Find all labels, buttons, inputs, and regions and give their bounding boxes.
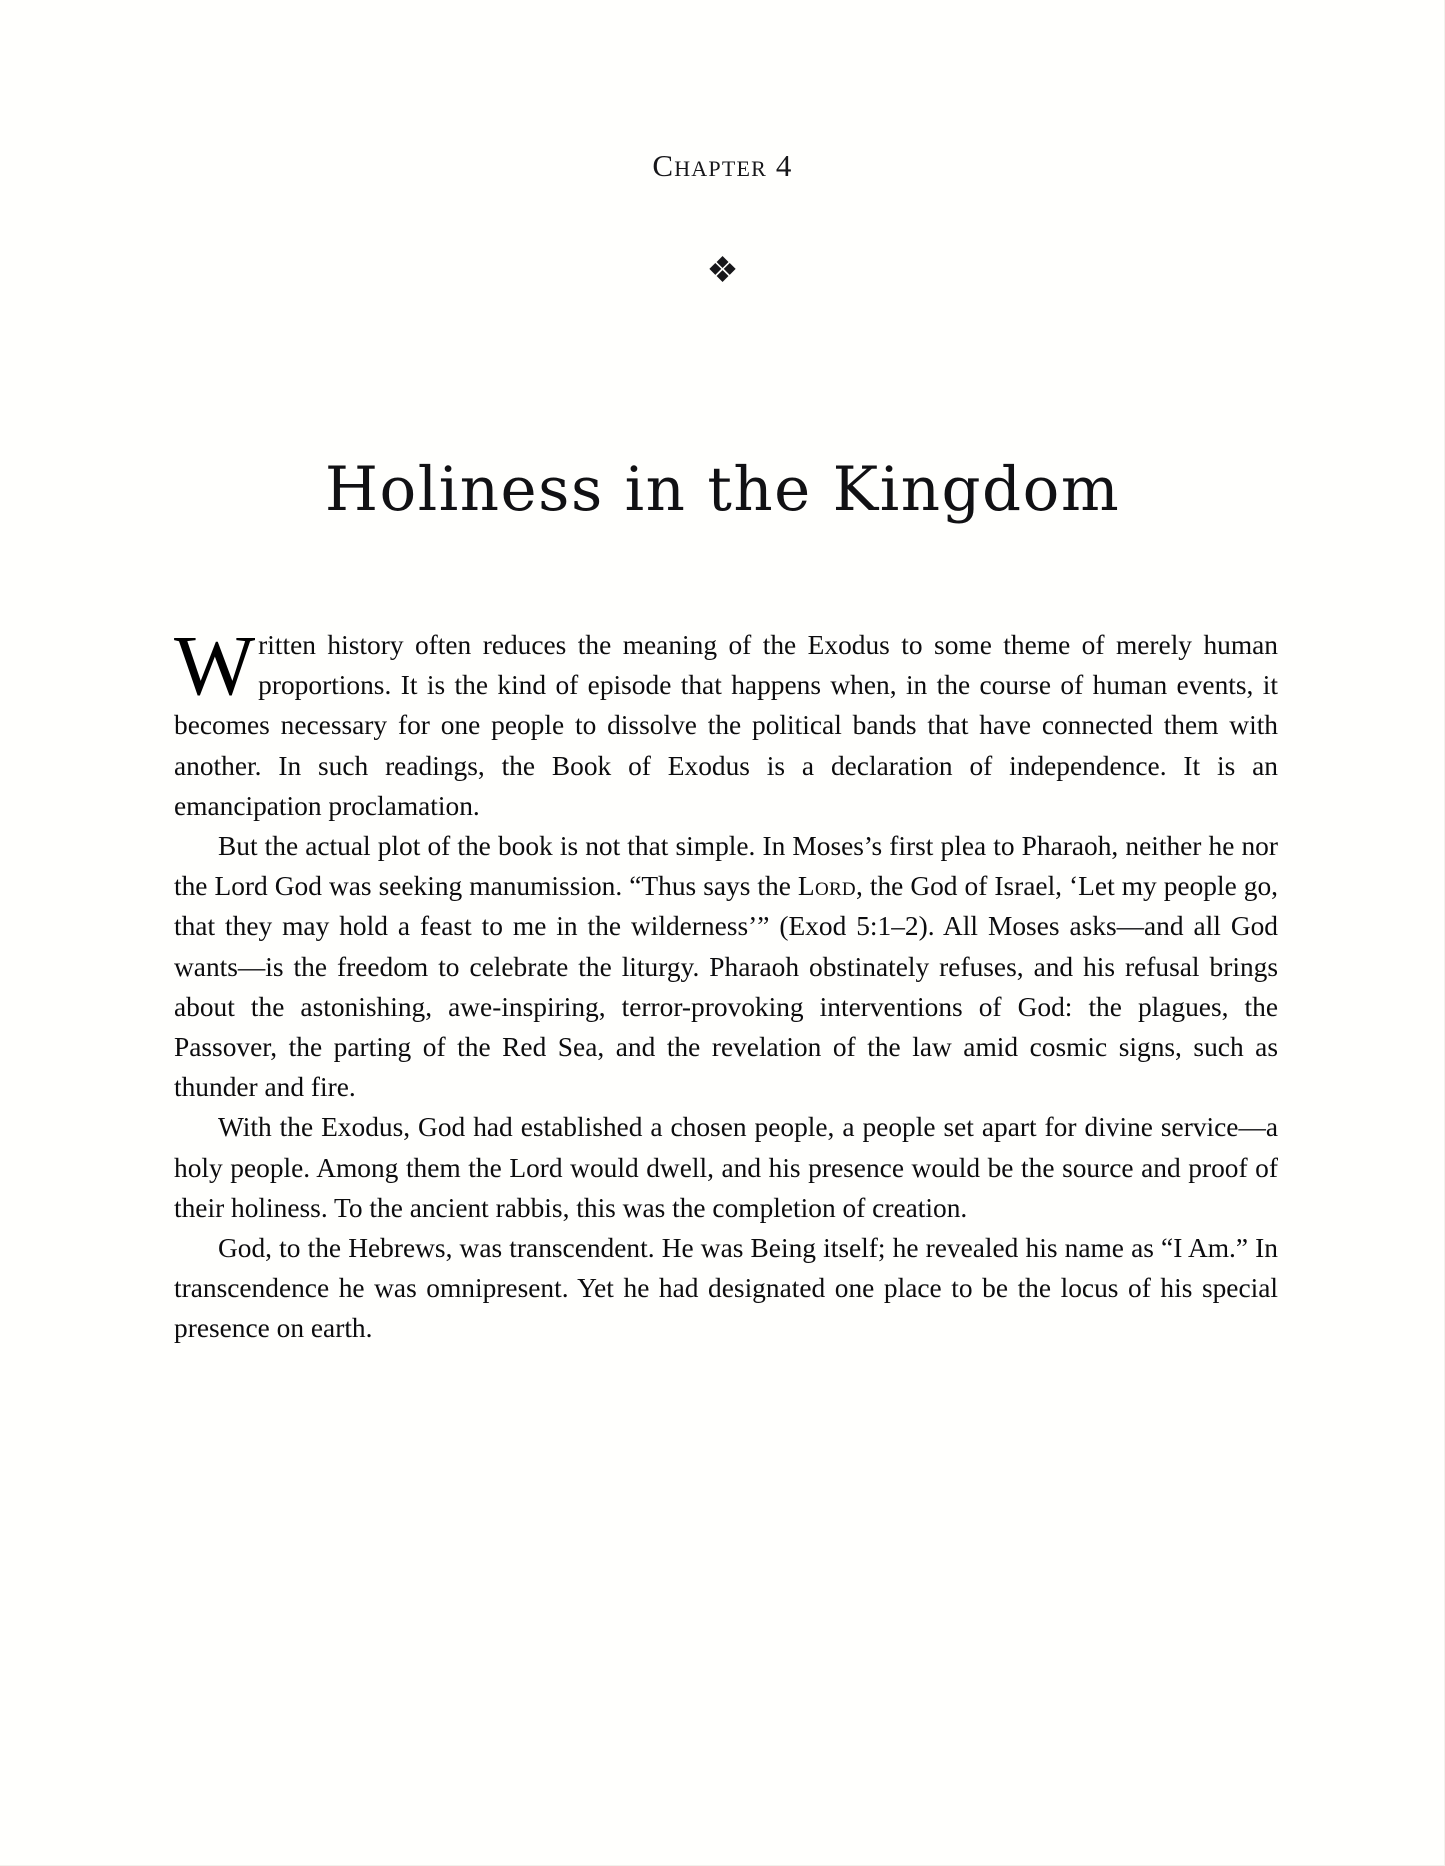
paragraph-1 xyxy=(174,617,1278,826)
paragraph-2 xyxy=(174,826,1278,1107)
paragraph-3: With the Exodus, God had established a chosen people, a people set apart for divine service—a holy people. Among them the Lord would dwell, and his presence would be the source and proof of their holiness. To the ancient rabbis, this was the completion of creation. xyxy=(174,1112,1278,1223)
body-text-column xyxy=(174,617,1279,1349)
chapter-header xyxy=(0,150,1445,181)
paragraph-2-text-after: , the God of Israel, ‘Let my people go, that they may hold a feast to me in the wilderness’” (Exod 5:1–2). All Moses asks—and all God wants—is the freedom to celebrate the liturgy. Pharaoh obstinately refuses, and his refusal brings about the astonishing, awe-inspiring, terror-provoking interventions of God: the plagues, the Passover, the parting of the Red Sea, and the revelation of the law amid cosmic signs, such as thunder and fire. xyxy=(174,871,1279,1103)
chapter-number-label: Chapter 4 xyxy=(652,148,793,183)
chapter-title: Holiness in the Kingdom xyxy=(324,453,1121,525)
paragraph-1-text: ritten history often reduces the meaning of the Exodus to some theme of merely human proportions. It is the kind of episode that happens when, in the course of human events, it becomes necessary for one people to dissolve the political bands that have connected them with another. In such readings, the Book of Exodus is a declaration of independence. It is an emancipation proclamation. xyxy=(174,630,1278,821)
drop-cap-letter: W xyxy=(174,617,256,713)
paragraph-4: God, to the Hebrews, was transcendent. He was Being itself; he revealed his name as “I Am.” In transcendence he was omnipresent. Yet he had designated one place to be the locus of his special presence on earth. xyxy=(174,1233,1278,1344)
paragraph-2-text-before: But the actual plot of the book is not that simple. In Moses’s first plea to Pharaoh, neither he nor the Lord God was seeking manumission. “Thus says the xyxy=(174,831,1278,902)
divine-name-smallcaps: Lord xyxy=(797,871,856,902)
four-diamond-ornament-icon: ❖ xyxy=(706,250,739,290)
